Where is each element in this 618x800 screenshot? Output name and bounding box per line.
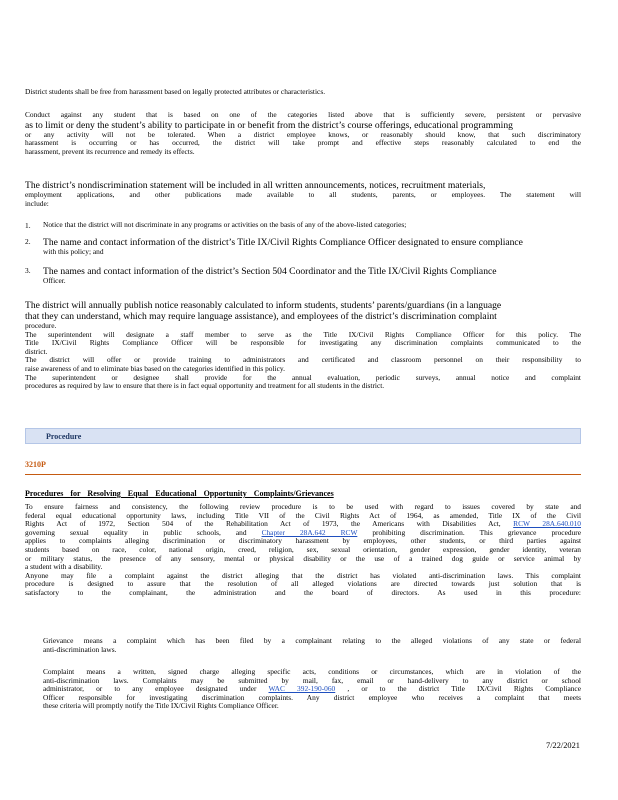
list-number: 2. (25, 237, 31, 246)
list-text: The names and contact information of the district’s Section 504 Coordinator and the Title IX/Civil Rights Compliance (43, 266, 497, 277)
paragraph-line: employment applications, and other publications made available to all students, parents, or employees. The statement will (25, 190, 581, 199)
paragraph-line: or military status, the presence of any sensory, mental or physical disability or the use of a trained dog guide or service animal by (25, 553, 581, 563)
paragraph-line: include: (25, 198, 49, 208)
paragraph-line: or any activity will not be tolerated. When a district employee knows, or reasonably should know, that such discriminatory (25, 129, 581, 139)
paragraph-harassment-free (25, 88, 581, 97)
paragraph-line: governing sexual equality in public schools, and Chapter 28A.642 RCW prohibiting discrimination. This grievance procedure (25, 527, 581, 537)
paragraph-line: that they can understand, which may require language assistance), and employees of the district’s discrimination complaint (25, 311, 497, 322)
policy-code: 3210P (25, 460, 46, 469)
paragraph-line: Conduct against any student that is based on one of the categories listed above that is sufficiently severe, persistent or pervasive (25, 110, 581, 119)
paragraph-line: as to limit or deny the student’s ability to participate in or benefit from the district’s course offerings, educational programming (25, 119, 513, 131)
paragraph-line: a student with a disability. (25, 562, 103, 572)
paragraph-line: raise awareness of and to eliminate bias based on the categories identified in this policy. (25, 363, 285, 373)
paragraph-line: procedure. (25, 321, 57, 330)
definition-text: anti-discrimination laws. Complaints may be submitted by mail, fax, email or hand-delivery to any district or school (43, 675, 581, 685)
definition-text: anti-discrimination laws. (43, 644, 117, 654)
definition-text: Grievance means a complaint which has been filed by a complainant relating to the alleged violations of any state or federal (43, 636, 581, 645)
paragraph-nondiscrimination-statement (25, 180, 581, 208)
paragraph-text: District students shall be free from harassment based on legally protected attributes or characteristics. (25, 87, 326, 96)
list-text: Officer. (43, 276, 66, 285)
paragraph-line: procedures as required by law to ensure that there is in fact equal opportunity and treatment for all students in the district. (25, 381, 385, 391)
definition-text: Officer responsible for investigating discrimination complaints. Any district employee who receives a complaint that meets (43, 692, 581, 702)
paragraph-line: To ensure fairness and consistency, the following review procedure is to be used with regard to issues covered by state and (25, 502, 581, 511)
list-number: 1. (25, 221, 31, 230)
paragraph-line: harassment, prevent its recurrence and remedy its effects. (25, 146, 195, 156)
revision-date: 7/22/2021 (546, 741, 580, 750)
wac-392-190-060-link[interactable]: WAC 392-190-060 (268, 684, 336, 694)
paragraph-line: Anyone may file a complaint against the district alleging that the district has violated anti-discrimination laws. This complaint (25, 570, 581, 580)
paragraph-line: applies to complaints alleging discrimination or discriminatory harassment by employees, other students, or third parties against (25, 536, 581, 546)
rcw-28a-640-010-link[interactable]: RCW 28A.640.010 (513, 519, 581, 529)
definition-text: administrator, or to any employee designated under WAC 392-190-060 , or to the district Title IX/Civil Rights Compliance (43, 684, 581, 694)
paragraph-line: The superintendent or designee shall provide for the annual evaluation, periodic surveys, annual notice and complaint (25, 372, 581, 382)
paragraph-line: The district will annually publish notice reasonably calculated to inform students, students’ parents/guardians (in a language (25, 300, 502, 311)
list-number: 3. (25, 266, 31, 275)
paragraph-procedures (25, 503, 581, 598)
paragraph-line: The district’s nondiscrimination statement will be included in all written announcements, notices, recruitment materials, (25, 180, 486, 191)
paragraph-line: students based on race, color, national origin, creed, religion, sex, sexual orientation, gender expression, gender identity, veteran (25, 544, 581, 554)
paragraph-line: The district will offer or provide training to administrators and certificated and classroom personnel on their responsibility to (25, 355, 581, 365)
paragraph-line: satisfactory to the complainant, the administration and the board of directors. As used in this procedure: (25, 587, 581, 597)
paragraph-line: harassment is occurring or has occurred, the district will take prompt and effective steps reasonably calculated to end the (25, 138, 581, 148)
definition-text: these criteria will promptly notify the Title IX/Civil Rights Compliance Officer. (43, 701, 279, 711)
paragraph-line: Title IX/Civil Rights Compliance Officer will be responsible for investigating any discrimination complaints communicated to the (25, 338, 581, 348)
procedure-banner (25, 428, 581, 444)
chapter-28a-642-rcw-link[interactable]: Chapter 28A.642 RCW (261, 527, 358, 537)
paragraph-line: procedure is designed to assure that the resolution of all alleged violations are directed towards just solution that is (25, 579, 581, 589)
paragraph-line: Rights Act of 1972, Section 504 of the Rehabilitation Act of 1973, the Americans with Disabilities Act, RCW 28A.640.010 (25, 519, 581, 529)
section-divider (25, 474, 581, 475)
list-text: The name and contact information of the district’s Title IX/Civil Rights Compliance Officer designated to ensure compliance (43, 237, 523, 248)
paragraph-line: district. (25, 346, 48, 356)
paragraph-conduct (25, 111, 581, 156)
paragraph-annual-notice (25, 300, 581, 391)
definition-text: Complaint means a written, signed charge alleging specific acts, conditions or circumstances, which are in violation of the (43, 667, 581, 676)
paragraph-line: federal equal educational opportunity laws, including Title VII of the Civil Rights Act of 1964, as amended, Title IX of the Civil (25, 510, 581, 520)
procedure-title: Procedures for Resolving Equal Educational Opportunity Complaints/Grievances (25, 489, 334, 498)
list-text: Notice that the district will not discriminate in any programs or activities on the basis of any of the above-listed categories; (43, 220, 407, 229)
paragraph-line: The superintendent will designate a staff member to serve as the Title IX/Civil Rights Compliance Officer for this policy. The (25, 329, 581, 339)
list-text: with this policy; and (43, 247, 104, 256)
procedure-banner-label: Procedure (46, 432, 82, 441)
